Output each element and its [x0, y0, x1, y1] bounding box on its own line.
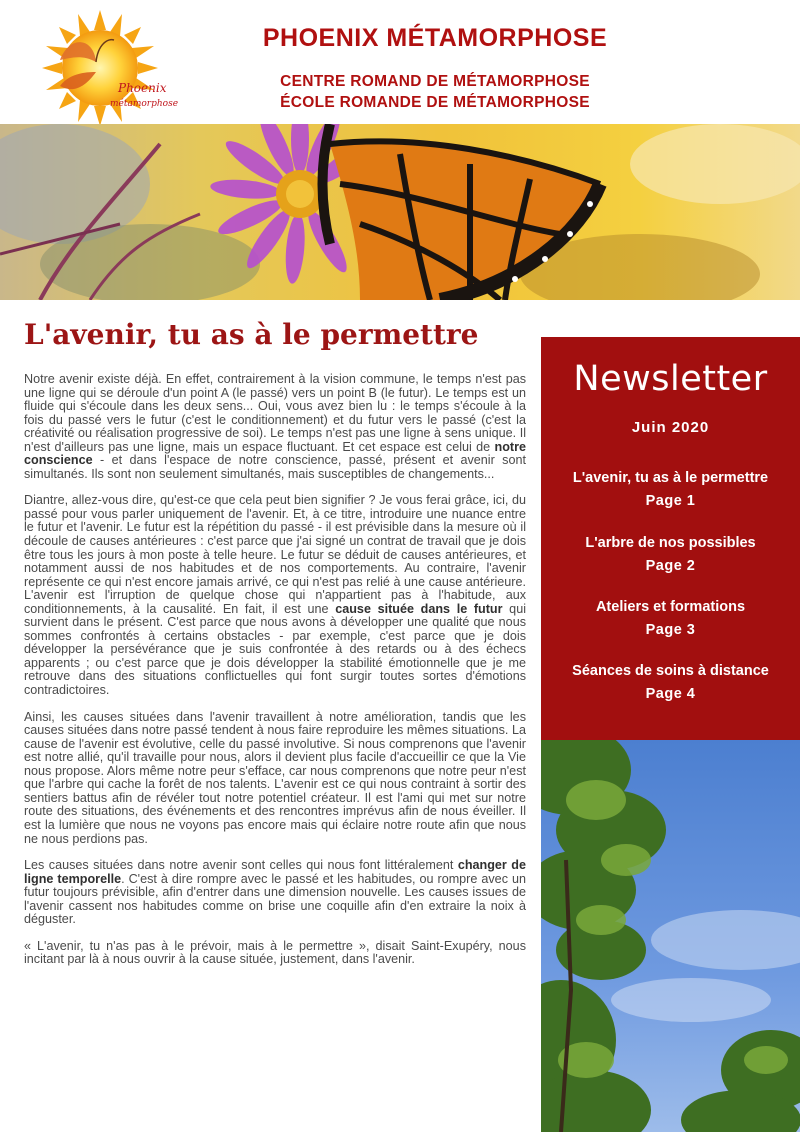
newsletter-sidebar	[541, 337, 800, 740]
article-paragraph: Les causes situées dans notre avenir sont celles qui nous font littéralement changer de ligne temporelle. C'est à dire rompre avec le passé et les habitudes, ou rompre avec un futur toujours prévisible, afin d'entrer dans une dimension nouvelle. Les causes issues de l'avenir cassent nos habitudes comme on brise une coquille afin d'en extraire la noix à déguster.	[24, 858, 526, 927]
toc-page: Page 3	[645, 622, 696, 638]
toc-item[interactable]	[541, 535, 800, 574]
svg-text:métamorphose: métamorphose	[110, 99, 179, 109]
toc-page: Page 4	[645, 686, 696, 702]
toc-item[interactable]	[541, 663, 800, 702]
article-paragraph: Notre avenir existe déjà. En effet, contrairement à la vision commune, le temps n'est pas une ligne qui se déroule d'un point A (le passé) vers un point B (le futur). Le temps est un fluide qui s'écoule dans les deux sens... Oui, vous avez bien lu : le temps s'écoule à la fois du passé vers le futur (c'est le conditionnement) et du futur vers le passé (c'est la créativité ou réalisation progressive de soi). Le temps n'est pas une ligne à sens unique. Il n'est d'ailleurs pas une ligne, mais un espace fluctuant. Et cet espace est celui de notre conscience - et dans l'espace de notre conscience, passé, présent et avenir sont simultanés. Ils sont non seulement simultanés, mais susceptibles de changements...	[24, 372, 526, 481]
toc-page: Page 1	[645, 493, 696, 509]
butterfly-flower-banner	[0, 124, 800, 300]
toc-label: L'arbre de nos possibles	[585, 535, 756, 551]
article-body	[24, 373, 526, 980]
org-subtitle-centre: CENTRE ROMAND DE MÉTAMORPHOSE	[280, 73, 590, 90]
article-paragraph: Ainsi, les causes situées dans l'avenir travaillent à notre amélioration, tandis que les causes situées dans notre passé tendent à nous faire reproduire les mêmes situations. La cause de l'avenir est évolutive, celle du passé involutive. Si nous comprenons que l'avenir est notre allié, qu'il travaille pour nous, alors il devient plus facile d'accueillir ce que la Vie nous propose. Alors même notre peur s'efface, car nous comprenons que notre peur n'est que l'arbre qui cache la forêt de nos talents. L'avenir est ce qui nous contraint à sortir des sentiers battus afin de révéler tout notre potentiel créateur. Il est l'ami qui met sur notre route des situations, des événements et des rencontres imprévus afin de nous éveiller. Il est la lumière que nous ne voyons pas encore mais qui éclaire notre route afin que nous ne nous perdions pas.	[24, 709, 526, 846]
toc-item[interactable]	[541, 599, 800, 638]
svg-text:Phoenix: Phoenix	[118, 81, 167, 95]
article-paragraph: « L'avenir, tu n'as pas à le prévoir, mais à le permettre », disait Saint-Exupéry, nous incitant par là à nous ouvrir à la cause située, justement, dans l'avenir.	[24, 938, 526, 967]
newsletter-date: Juin 2020	[631, 419, 710, 436]
article-paragraph: Diantre, allez-vous dire, qu'est-ce que cela peut bien signifier ? Je vous ferai grâce, ici, du passé pour vous parler uniquement de l'avenir. Et, à ce titre, introduire une nuance entre le futur et l'avenir. Le futur est la répétition du passé - il est prévisible dans la mesure où il découle de causes antérieures : c'est parce que j'ai signé un contrat de travail que je dois être tous les jours à mon poste à telle heure. Le futur se déduit de causes antérieures, et notamment aussi de nos habitudes et de nos comportements. Au contraire, l'avenir représente ce qui n'est encore jamais arrivé, ce qui n'est pas relié à une cause antérieure. L'avenir est l'irruption de quelque chose qui n'appartient pas à l'habitude, aux conditionnements, à la causalité. En fait, il est une cause située dans le futur qui survient dans le présent. C'est parce que nous avons à développer une qualité que nous sommes confrontés à certains obstacles - par exemple, c'est parce que je dois développer la persévérance que je suis confrontée à des retards ou à des échecs apparents ; ou c'est parce que je dois développer la stabilité émotionnelle que je me retrouve dans des situations conflictuelles qui font surgir toutes sortes d'émotions contradictoires.	[24, 493, 526, 698]
newsletter-title: Newsletter	[573, 359, 768, 399]
toc-label: Ateliers et formations	[595, 599, 746, 615]
toc-label: L'avenir, tu as à le permettre	[572, 470, 769, 486]
org-name: PHOENIX MÉTAMORPHOSE	[262, 24, 608, 52]
sky-trees-photo	[541, 740, 800, 1132]
article-title: L'avenir, tu as à le permettre	[24, 318, 479, 351]
org-subtitle-ecole: ÉCOLE ROMANDE DE MÉTAMORPHOSE	[280, 94, 590, 111]
phoenix-logo	[18, 6, 188, 126]
toc-page: Page 2	[645, 558, 696, 574]
toc-item[interactable]	[541, 470, 800, 509]
toc-label: Séances de soins à distance	[572, 663, 769, 679]
